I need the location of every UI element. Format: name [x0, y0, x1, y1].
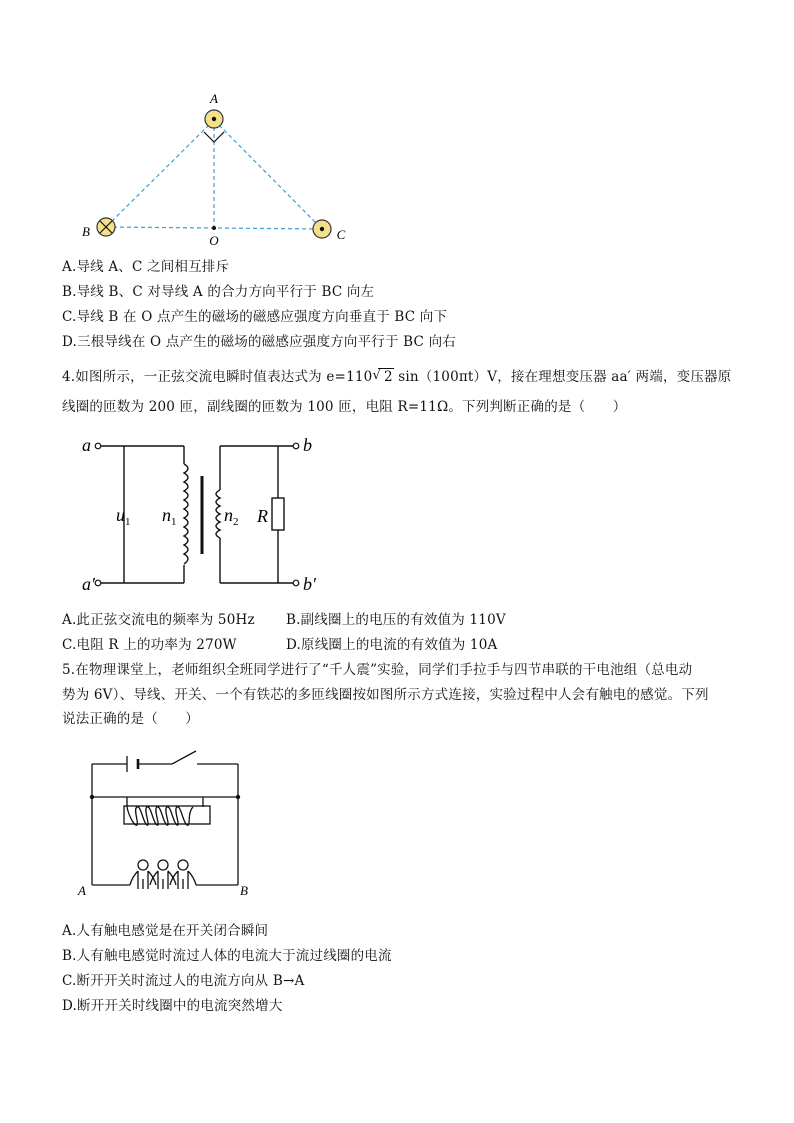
q5-option-b: B.人有触电感觉时流过人体的电流大于流过线圈的电流: [62, 948, 392, 964]
label-u1: $u_1$: [116, 505, 131, 528]
label-n2: $n_2$: [224, 505, 239, 528]
q4-option-c: C.电阻 R 上的功率为 270W: [62, 637, 237, 653]
label-o: O: [209, 233, 219, 248]
terminal-a-prime: a′: [82, 574, 95, 594]
q5-option-a: A.人有触电感觉是在开关闭合瞬间: [62, 923, 269, 939]
circuit-figure: [72, 745, 272, 900]
q4-stem-line1: 4.如图所示，一正弦交流电瞬时值表达式为 e=110 √ 2 sin（100πt）V，接在理想变压器 aa′ 两端，变压器原: [62, 368, 732, 385]
label-c: C: [336, 227, 346, 242]
q5-stem-line1: 5.在物理课堂上，老师组织全班同学进行了“千人震”实验，同学们手拉手与四节串联的干电池组（总电动: [62, 662, 693, 678]
q4-option-b: B.副线圈上的电压的有效值为 110V: [286, 612, 506, 628]
label-a-terminal: A: [78, 883, 86, 898]
q3-option-b: B.导线 B、C 对导线 A 的合力方向平行于 BC 向左: [62, 284, 375, 300]
triangle-figure: [70, 88, 360, 256]
q3-option-c: C.导线 B 在 O 点产生的磁场的磁感应强度方向垂直于 BC 向下: [62, 309, 448, 325]
label-b-terminal: B: [240, 883, 248, 898]
q4-stem-line2: 线圈的匝数为 200 匝，副线圈的匝数为 100 匝，电阻 R=11Ω。下列判断正确的是（ ）: [62, 399, 627, 415]
resistor-r: [272, 498, 284, 530]
terminal-b: b: [303, 435, 312, 455]
people-icon: [130, 860, 196, 889]
q5-stem-line2: 势为 6V）、导线、开关、一个有铁芯的多匝线圈按如图所示方式连接，实验过程中人会有触电的感觉。下列: [62, 687, 709, 703]
q4-option-a: A.此正弦交流电的频率为 50Hz: [62, 612, 255, 628]
transformer-figure: [82, 428, 322, 598]
terminal-a: a: [82, 435, 91, 455]
q5-option-c: C.断开开关时流过人的电流方向从 B→A: [62, 973, 305, 989]
q5-stem-line3: 说法正确的是（ ）: [62, 711, 199, 727]
label-r: R: [257, 506, 268, 526]
q4-option-d: D.原线圈上的电流的有效值为 10A: [286, 637, 498, 653]
q5-option-d: D.断开开关时线圈中的电流突然增大: [62, 998, 283, 1014]
label-b: B: [82, 224, 90, 239]
label-a: A: [210, 91, 218, 106]
q3-option-d: D.三根导线在 O 点产生的磁场的磁感应强度方向平行于 BC 向右: [62, 334, 456, 350]
q3-option-a: A.导线 A、C 之间相互排斥: [62, 259, 230, 275]
label-n1: $n_1$: [162, 505, 177, 528]
terminal-b-prime: b′: [303, 574, 316, 594]
